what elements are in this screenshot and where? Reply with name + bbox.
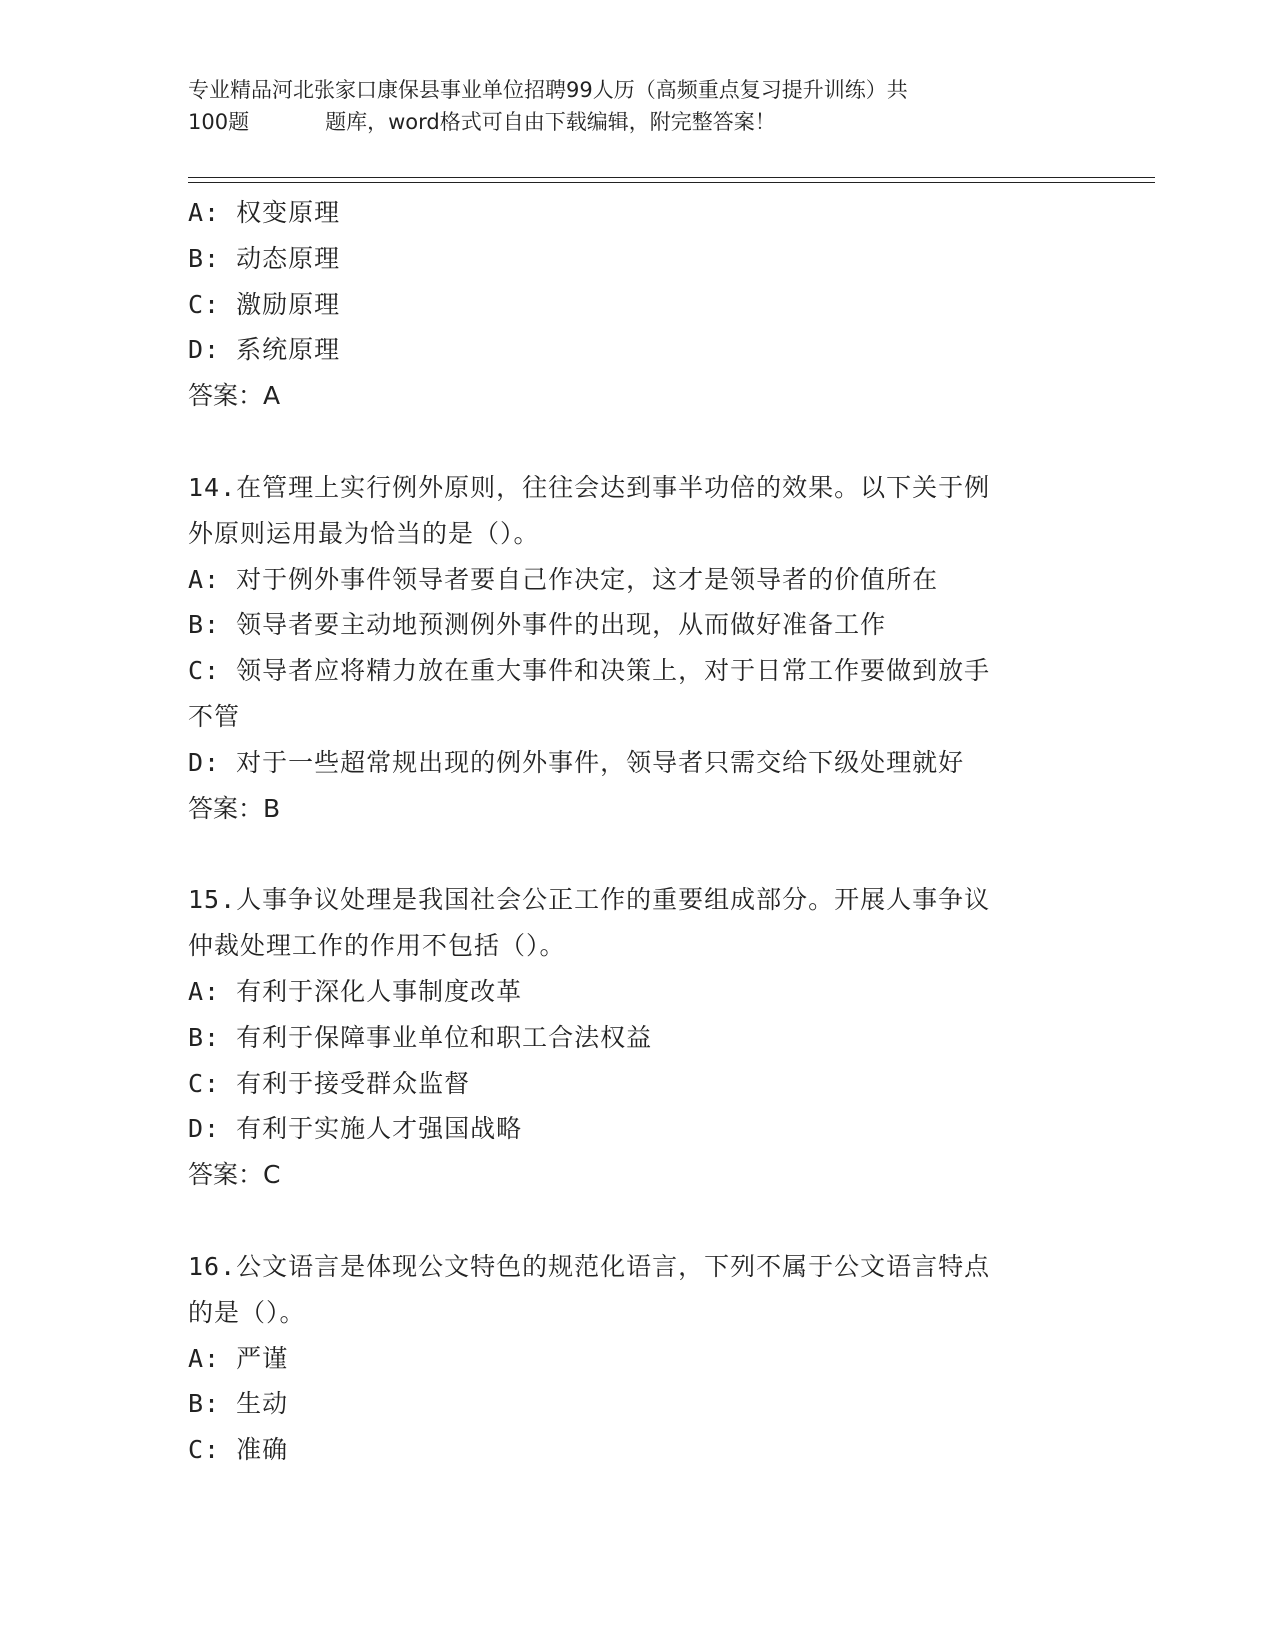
- option-d: D: 系统原理: [188, 335, 341, 365]
- option-c-continued: 不管: [188, 701, 241, 731]
- option-c: C: 准确: [188, 1435, 289, 1465]
- option-a: A: 有利于深化人事制度改革: [188, 976, 523, 1006]
- question-stem-line: 15.人事争议处理是我国社会公正工作的重要组成部分。开展人事争议: [188, 885, 991, 915]
- answer: 答案：A: [188, 381, 281, 411]
- question-stem-line: 14.在管理上实行例外原则，往往会达到事半功倍的效果。以下关于例: [188, 472, 991, 502]
- header-question-count: 100题: [188, 110, 250, 134]
- option-c: C: 激励原理: [188, 289, 341, 319]
- option-b: B: 领导者要主动地预测例外事件的出现，从而做好准备工作: [188, 610, 887, 640]
- option-d: D: 对于一些超常规出现的例外事件，领导者只需交给下级处理就好: [188, 747, 965, 777]
- option-b: B: 动态原理: [188, 243, 341, 273]
- option-b: B: 有利于保障事业单位和职工合法权益: [188, 1022, 653, 1052]
- question-14: [188, 465, 1088, 831]
- question-stem-line: 仲裁处理工作的作用不包括（）。: [188, 931, 566, 961]
- header-title-line-1: 专业精品河北张家口康保县事业单位招聘99人历（高频重点复习提升训练）共: [188, 78, 908, 102]
- document-header: [188, 74, 1088, 138]
- option-a: A: 权变原理: [188, 198, 341, 227]
- option-a: A: 严谨: [188, 1343, 289, 1373]
- option-a: A: 对于例外事件领导者要自己作决定，这才是领导者的价值所在: [188, 564, 939, 594]
- answer: 答案：C: [188, 1160, 281, 1190]
- question-stem-line: 16.公文语言是体现公文特色的规范化语言，下列不属于公文语言特点: [188, 1251, 991, 1281]
- question-list: [188, 190, 1088, 1473]
- answer: 答案：B: [188, 793, 281, 823]
- option-c: C: 领导者应将精力放在重大事件和决策上，对于日常工作要做到放手: [188, 656, 991, 686]
- question-13: [188, 190, 1088, 419]
- question-stem-line: 的是（）。: [188, 1297, 306, 1327]
- option-b: B: 生动: [188, 1389, 289, 1419]
- header-title-line-2: [188, 106, 1088, 138]
- option-d: D: 有利于实施人才强国战略: [188, 1114, 523, 1144]
- question-16: [188, 1244, 1088, 1473]
- header-divider-top: [188, 177, 1155, 178]
- option-c: C: 有利于接受群众监督: [188, 1068, 471, 1098]
- question-stem-line: 外原则运用最为恰当的是（）。: [188, 518, 540, 548]
- header-subtitle: 题库，word格式可自由下载编辑，附完整答案！: [325, 110, 776, 134]
- question-15: [188, 877, 1088, 1198]
- header-divider-bottom: [188, 182, 1155, 183]
